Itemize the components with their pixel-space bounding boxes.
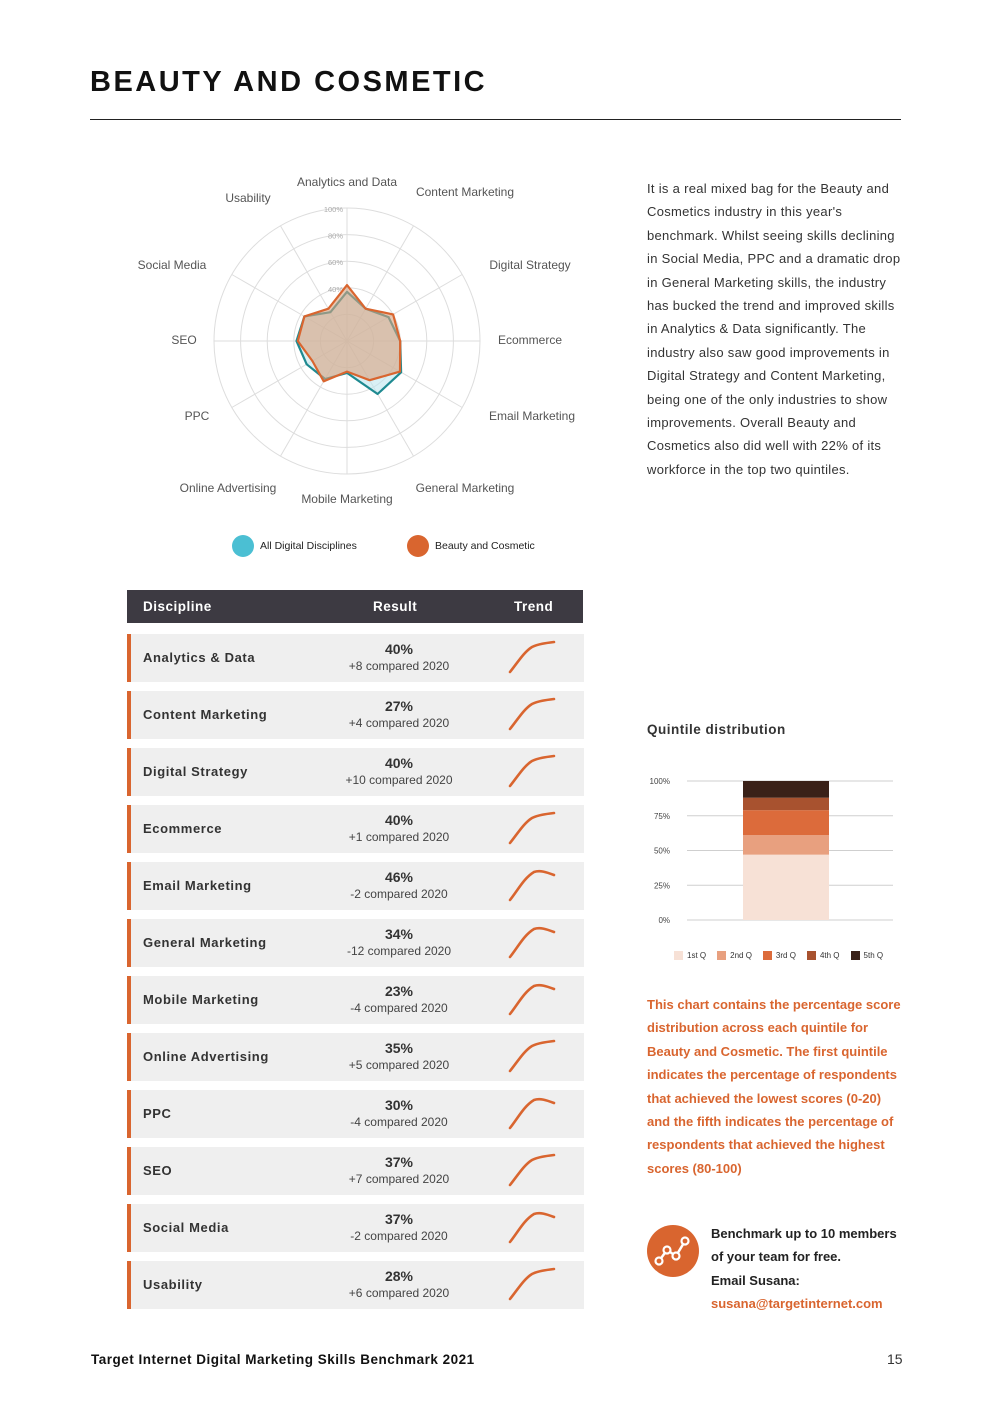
trend-up-icon [508, 1267, 558, 1303]
radar-tick-label: 100% [323, 205, 343, 214]
row-discipline: Digital Strategy [143, 764, 248, 779]
cta-line-2: of your team for free. [711, 1249, 842, 1265]
row-compare: +7 compared 2020 [348, 1172, 450, 1186]
radar-tick-label: 60% [327, 258, 343, 268]
radar-axis-label: Digital Strategy [489, 258, 571, 272]
row-result [329, 869, 469, 903]
table-row [127, 634, 584, 682]
row-result-value: 37% [384, 1154, 414, 1170]
quintile-segment-1 [743, 855, 829, 920]
radar-legend-item-all [232, 535, 357, 557]
quintile-tick-label: 0% [658, 916, 670, 925]
row-result-value: 37% [384, 1211, 414, 1227]
trend-down-icon [508, 868, 558, 904]
footer-title: Target Internet Digital Marketing Skills Benchmark 2021 [91, 1352, 475, 1367]
quintile-legend-swatch [851, 951, 860, 960]
radar-axis-label: PPC [184, 409, 210, 423]
quintile-legend-label: 1st Q [687, 951, 707, 960]
row-result [329, 983, 469, 1017]
quintile-segment-4 [743, 798, 829, 811]
table-row [127, 1090, 584, 1138]
row-discipline: Email Marketing [143, 878, 252, 893]
quintile-legend-label: 2nd Q [730, 951, 752, 960]
radar-axis-label: Online Advertising [179, 481, 277, 495]
row-result-value: 34% [384, 926, 414, 942]
row-compare: -2 compared 2020 [350, 1229, 448, 1243]
table-header [127, 590, 583, 623]
row-result [329, 812, 469, 846]
legend-label-all: All Digital Disciplines [260, 540, 357, 552]
trend-up-icon [508, 1153, 558, 1189]
quintile-segment-5 [743, 781, 829, 798]
row-compare: -12 compared 2020 [346, 944, 452, 958]
quintile-legend-item [807, 951, 840, 960]
page-title: BEAUTY AND COSMETIC [90, 66, 488, 98]
table-row [127, 1033, 584, 1081]
radar-legend-item-beauty [407, 535, 535, 557]
trend-down-icon [508, 1096, 558, 1132]
radar-axis-label: Usability [225, 191, 271, 205]
header-result: Result [373, 599, 418, 614]
header-trend: Trend [514, 599, 554, 614]
quintile-tick-label: 25% [653, 881, 670, 891]
radar-axis-label: SEO [171, 333, 197, 347]
benchmark-callout [711, 1222, 911, 1316]
radar-axis-label: Email Marketing [488, 409, 576, 423]
quintile-legend-swatch [674, 951, 683, 960]
table-row [127, 976, 584, 1024]
row-result-value: 40% [384, 641, 414, 657]
radar-axis-label: General Marketing [415, 481, 515, 495]
radar-axis-label: Content Marketing [415, 185, 515, 199]
quintile-tick-label: 75% [653, 811, 670, 821]
row-discipline: Social Media [143, 1220, 229, 1235]
row-result [329, 1040, 469, 1074]
trend-up-icon [508, 754, 558, 790]
row-compare: +6 compared 2020 [348, 1286, 450, 1300]
row-result [329, 1268, 469, 1302]
row-result-value: 27% [384, 698, 414, 714]
row-compare: -4 compared 2020 [350, 1001, 448, 1015]
table-row [127, 862, 584, 910]
title-divider [90, 119, 901, 120]
row-result [329, 1097, 469, 1131]
table-row [127, 1204, 584, 1252]
table-row [127, 1261, 584, 1309]
row-compare: -4 compared 2020 [350, 1115, 448, 1129]
table-row [127, 805, 584, 853]
row-result [329, 926, 469, 960]
radar-tick-label: 80% [327, 231, 343, 241]
row-discipline: SEO [143, 1163, 173, 1178]
quintile-description: This chart contains the percentage score distribution across each quintile for Beauty and Cosmetic. The first quintile indicates the percentage of respondents that achieved the lowest scores (0-20) and the fifth indicates the percentage of respondents that achieved the highest scores (80-100) [647, 997, 901, 1176]
row-discipline: Online Advertising [143, 1049, 269, 1064]
trend-down-icon [508, 925, 558, 961]
row-result-value: 40% [384, 812, 414, 828]
row-compare: +10 compared 2020 [345, 773, 453, 787]
row-discipline: Content Marketing [143, 707, 268, 722]
radar-chart [120, 165, 580, 515]
trend-up-icon [508, 640, 558, 676]
quintile-tick-label: 100% [649, 777, 670, 786]
row-compare: +5 compared 2020 [348, 1058, 450, 1072]
row-result-value: 46% [384, 869, 414, 885]
row-result-value: 28% [384, 1268, 414, 1284]
quintile-legend-swatch [763, 951, 772, 960]
quintile-legend-swatch [807, 951, 816, 960]
legend-swatch-all [232, 535, 254, 557]
row-discipline: Mobile Marketing [143, 992, 259, 1007]
analytics-icon [647, 1225, 699, 1277]
trend-down-icon [508, 1210, 558, 1246]
table-row [127, 919, 584, 967]
row-discipline: PPC [143, 1106, 172, 1121]
radar-tick-label: 40% [327, 284, 343, 294]
row-result-value: 35% [384, 1040, 414, 1056]
quintile-title: Quintile distribution [647, 722, 786, 737]
quintile-legend-item [763, 951, 796, 960]
quintile-legend-label: 3rd Q [775, 951, 796, 960]
row-discipline: General Marketing [143, 935, 267, 950]
quintile-segment-2 [743, 835, 829, 854]
quintile-legend-item [717, 951, 752, 960]
header-discipline: Discipline [143, 599, 212, 614]
row-result-value: 23% [384, 983, 414, 999]
radar-axis-label: Ecommerce [497, 333, 563, 347]
table-row [127, 691, 584, 739]
trend-down-icon [508, 982, 558, 1018]
cta-line-1: Benchmark up to 10 members [711, 1226, 897, 1241]
radar-axis-label: Analytics and Data [296, 175, 398, 189]
quintile-legend-swatch [717, 951, 726, 960]
table-row [127, 748, 584, 796]
trend-up-icon [508, 811, 558, 847]
row-discipline: Ecommerce [143, 821, 223, 836]
quintile-legend [674, 951, 894, 960]
intro-paragraph: It is a real mixed bag for the Beauty and Cosmetics industry in this year's benchmark. Whilst seeing skills declining in Social Media, PPC and a dramatic drop in General Marketing skills, the industry has bucked the trend and improved skills in Analytics & Data significantly. The industry also saw good improvements in Digital Strategy and Content Marketing, being one of the only industries to show improvements. Overall Beauty and Cosmetics also did well with 22% of its workforce in the top two quintiles. [647, 181, 901, 477]
row-compare: +1 compared 2020 [348, 830, 450, 844]
quintile-legend-item [851, 951, 884, 960]
quintile-chart [645, 770, 905, 930]
row-discipline: Usability [143, 1277, 203, 1292]
quintile-legend-label: 5th Q [863, 951, 884, 960]
row-result-value: 40% [384, 755, 414, 771]
cta-line-3: Email Susana: [711, 1272, 800, 1288]
row-compare: +4 compared 2020 [348, 716, 450, 730]
page-number: 15 [887, 1351, 903, 1367]
row-result [329, 1211, 469, 1245]
legend-swatch-beauty [407, 535, 429, 557]
legend-label-beauty: Beauty and Cosmetic [435, 540, 535, 552]
row-result [329, 698, 469, 732]
row-result-value: 30% [384, 1097, 414, 1113]
row-discipline: Analytics & Data [143, 650, 256, 665]
row-result [329, 1154, 469, 1188]
trend-up-icon [508, 697, 558, 733]
trend-up-icon [508, 1039, 558, 1075]
row-compare: +8 compared 2020 [348, 659, 450, 673]
table-row [127, 1147, 584, 1195]
quintile-segment-3 [743, 810, 829, 835]
cta-email-link[interactable]: susana@targetinternet.com [711, 1296, 883, 1312]
row-result [329, 641, 469, 675]
quintile-tick-label: 50% [653, 846, 670, 856]
quintile-legend-label: 4th Q [819, 951, 840, 960]
row-result [329, 755, 469, 789]
row-compare: -2 compared 2020 [350, 887, 448, 901]
radar-axis-label: Mobile Marketing [301, 492, 393, 506]
radar-axis-label: Social Media [137, 258, 207, 272]
quintile-legend-item [674, 951, 706, 960]
